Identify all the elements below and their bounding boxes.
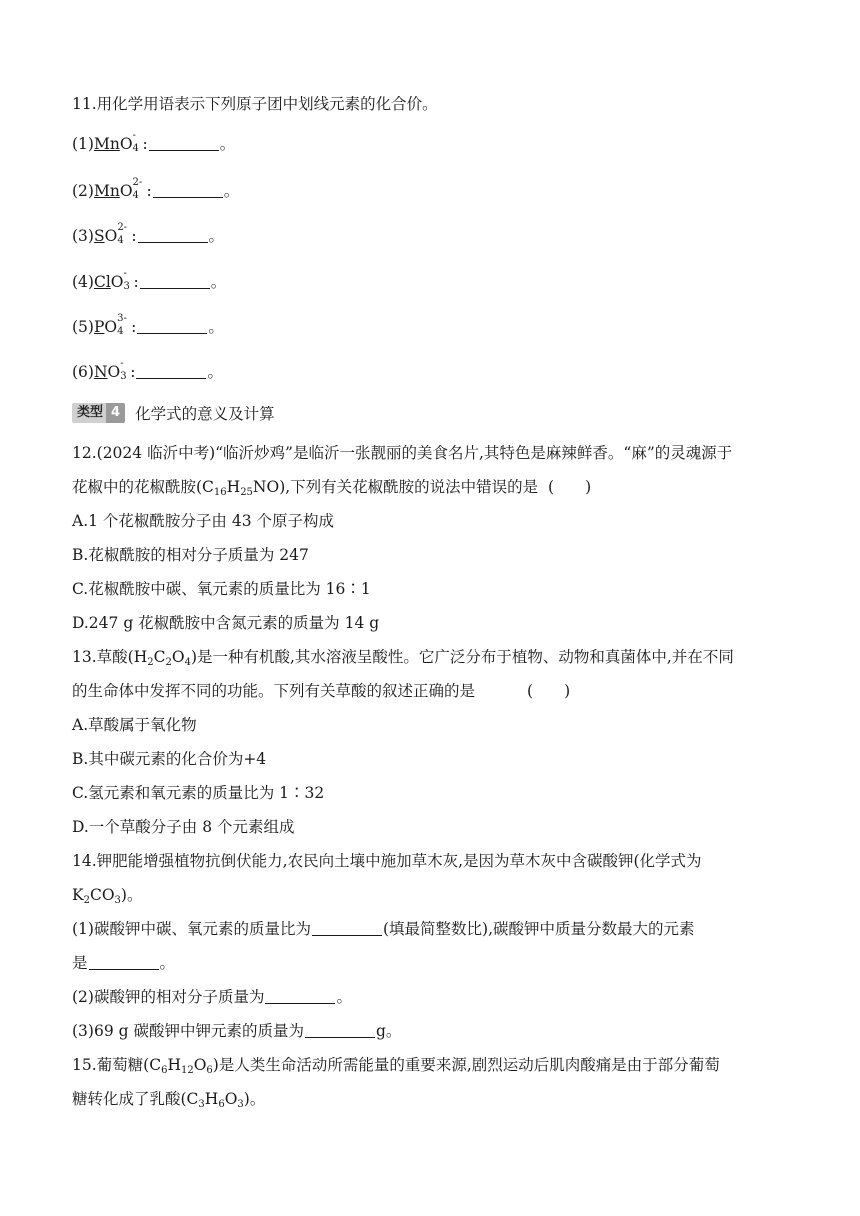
q15-line-1: 15.葡萄糖$(C_6H_{12}O_6)$是人类生命活动所需能量的重要来源,剧烈运动后肌肉酸痛是由于部分葡萄: [72, 1056, 720, 1076]
item-number: (2): [72, 182, 94, 200]
q12-line-2: 花椒中的花椒酰胺$(C_{16}H_{25}NO)$,下列有关花椒酰胺的说法中错误的是 ( ): [72, 478, 592, 498]
q13-line-2: 的生命体中发挥不同的功能。下列有关草酸的叙述正确的是 ( ): [72, 682, 571, 700]
answer-blank[interactable]: [138, 228, 208, 243]
answer-blank[interactable]: [312, 921, 382, 936]
answer-blank[interactable]: [140, 274, 210, 289]
q11-item-6: (6)NO - 3 : 。: [72, 358, 223, 382]
ion-charge: 2- 4: [132, 177, 143, 201]
section-title: 化学式的意义及计算: [135, 405, 275, 423]
q11-item-2: (2)MnO 2- 4 : 。: [72, 177, 240, 201]
q14-line-1: 14.钾肥能增强植物抗倒伏能力,农民向土壤中施加草木灰,是因为草木灰中含碳酸钾(化学式为: [72, 852, 702, 870]
q13-option-a: A.草酸属于氧化物: [72, 716, 197, 734]
ion-charge: - 3: [120, 358, 127, 382]
q11-item-3: (3)SO 2- 4 : 。: [72, 222, 225, 246]
q14-part-2: (2)碳酸钾的相对分子质量为 。: [72, 988, 352, 1006]
item-number: (5): [72, 318, 94, 336]
ion-charge: - 4: [132, 130, 139, 154]
item-number: (6): [72, 363, 94, 381]
q14-line-2: $K_2CO_3$)。: [72, 886, 143, 906]
q13-option-c: C.氢元素和氧元素的质量比为 1∶32: [72, 784, 325, 802]
section-heading: [72, 402, 275, 424]
underlined-element: N: [93, 363, 108, 381]
q12-option-b: B.花椒酰胺的相对分子质量为 247: [72, 546, 309, 564]
underlined-element: Mn: [93, 135, 120, 153]
answer-paren[interactable]: ( ): [548, 478, 592, 496]
answer-blank[interactable]: [137, 319, 207, 334]
underlined-element: P: [93, 318, 105, 336]
q14-part-3: (3)69 g 碳酸钾中钾元素的质量为 g。: [72, 1022, 402, 1040]
ion-charge: 3- 4: [117, 313, 127, 337]
q11-item-1: (1)MnO - 4 : 。: [72, 130, 236, 154]
q12-line-1: 12.(2024 临沂中考)“临沂炒鸡”是临沂一张靓丽的美食名片,其特色是麻辣鲜香。“麻”的灵魂源于: [72, 444, 733, 462]
answer-blank[interactable]: [149, 136, 219, 151]
q12-option-d: D.247 g 花椒酰胺中含氮元素的质量为 14 g: [72, 614, 380, 632]
q13-option-d: D.一个草酸分子由 8 个元素组成: [72, 818, 295, 836]
q11-item-4: (4)ClO - 3 : 。: [72, 268, 227, 292]
item-number: (1): [72, 135, 94, 153]
underlined-element: S: [93, 227, 105, 245]
q13-option-b: B.其中碳元素的化合价为+4: [72, 750, 267, 768]
q12-option-c: C.花椒酰胺中碳、氧元素的质量比为 16∶1: [72, 580, 371, 598]
answer-blank[interactable]: [153, 183, 223, 198]
underlined-element: Cl: [93, 273, 111, 291]
q14-part-1: (1)碳酸钾中碳、氧元素的质量比为 (填最简整数比),碳酸钾中质量分数最大的元素: [72, 920, 695, 938]
underlined-element: Mn: [93, 182, 120, 200]
q12-option-a: A.1 个花椒酰胺分子由 43 个原子构成: [72, 512, 334, 530]
q11-item-5: (5)PO 3- 4 : 。: [72, 313, 224, 337]
item-number: (3): [72, 227, 94, 245]
type-badge: 类型 4: [72, 403, 125, 423]
answer-paren[interactable]: ( ): [527, 682, 571, 700]
answer-blank[interactable]: [89, 955, 159, 970]
q15-line-2: 糖转化成了乳酸$(C_3H_6O_3)$。: [72, 1090, 266, 1110]
answer-blank[interactable]: [136, 364, 206, 379]
q13-line-1: 13.草酸$(H_2C_2O_4)$是一种有机酸,其水溶液呈酸性。它广泛分布于植物、动物和真菌体中,并在不同: [72, 648, 734, 668]
answer-blank[interactable]: [305, 1023, 375, 1038]
q11-stem: 11.用化学用语表示下列原子团中划线元素的化合价。: [72, 95, 438, 113]
ion-charge: - 3: [123, 268, 130, 292]
item-number: (4): [72, 273, 94, 291]
answer-blank[interactable]: [265, 989, 335, 1004]
ion-charge: 2- 4: [117, 222, 128, 246]
q14-part-1-cont: 是 。: [72, 954, 176, 972]
